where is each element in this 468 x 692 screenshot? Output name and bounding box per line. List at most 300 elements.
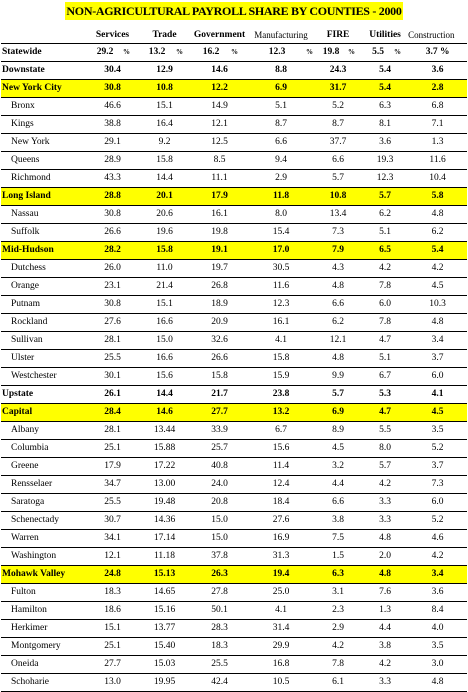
percent-sign: % — [123, 44, 138, 62]
cell-fire: 24.3 — [314, 62, 362, 80]
cell-construction: 3.7 — [408, 350, 467, 368]
county-row — [1, 476, 467, 494]
cell-manufacturing: 13.2 — [248, 404, 314, 422]
cell-government: 17.9 — [191, 188, 248, 206]
cell-services: 28.4 — [87, 404, 138, 422]
cell-utilities: 7.8 — [362, 278, 408, 296]
cell-utilities: 2.0 — [362, 548, 408, 566]
cell-government: 27.8 — [191, 584, 248, 602]
county-name: Westchester — [1, 368, 87, 386]
county-row — [1, 440, 467, 458]
region-row — [1, 188, 467, 206]
cell-government: 14.9 — [191, 98, 248, 116]
statewide-row — [1, 44, 467, 62]
cell-government: 42.4 — [191, 674, 248, 692]
cell-trade: 15.13 — [138, 566, 191, 584]
cell-government: 32.6 — [191, 332, 248, 350]
cell-construction: 10.3 — [408, 296, 467, 314]
cell-government: 26.3 — [191, 566, 248, 584]
cell-fire: 6.9 — [314, 404, 362, 422]
cell-construction: 4.5 — [408, 404, 467, 422]
cell-services: 23.1 — [87, 278, 138, 296]
cell-construction: 3.6 — [408, 62, 467, 80]
cell-government: 50.1 — [191, 602, 248, 620]
cell-fire: 10.8 — [314, 188, 362, 206]
cell-trade: 14.4 — [138, 386, 191, 404]
county-row — [1, 674, 467, 692]
cell-services: 25.5 — [87, 350, 138, 368]
cell-construction: 10.4 — [408, 170, 467, 188]
header-row — [1, 28, 467, 44]
cell-manufacturing: 5.1 — [248, 98, 314, 116]
cell-fire: 5.2 — [314, 98, 362, 116]
cell-construction: 6.0 — [408, 494, 467, 512]
cell-manufacturing: 9.4 — [248, 152, 314, 170]
cell-trade: 15.88 — [138, 440, 191, 458]
cell-government: 19.8 — [191, 224, 248, 242]
cell-construction: 6.0 — [408, 368, 467, 386]
cell-services: 34.1 — [87, 530, 138, 548]
cell-fire: 6.1 — [314, 674, 362, 692]
cell-government: 15.8 — [191, 368, 248, 386]
cell-utilities: 6.3 — [362, 98, 408, 116]
statewide-fire: 19.8 — [314, 44, 348, 62]
cell-manufacturing: 6.9 — [248, 80, 314, 98]
col-header-government: Government — [191, 28, 248, 44]
percent-sign: % — [306, 44, 314, 62]
cell-construction: 4.8 — [408, 674, 467, 692]
cell-trade: 14.6 — [138, 404, 191, 422]
cell-manufacturing: 12.4 — [248, 476, 314, 494]
cell-trade: 13.44 — [138, 422, 191, 440]
cell-utilities: 3.6 — [362, 134, 408, 152]
cell-fire: 6.6 — [314, 494, 362, 512]
cell-government: 18.3 — [191, 638, 248, 656]
cell-manufacturing: 31.3 — [248, 548, 314, 566]
cell-manufacturing: 31.4 — [248, 620, 314, 638]
county-row — [1, 512, 467, 530]
cell-government: 18.9 — [191, 296, 248, 314]
cell-construction: 7.3 — [408, 476, 467, 494]
region-name: Mid-Hudson — [1, 242, 87, 260]
cell-services: 25.1 — [87, 440, 138, 458]
region-row — [1, 242, 467, 260]
county-row — [1, 602, 467, 620]
region-row — [1, 80, 467, 98]
cell-manufacturing: 11.6 — [248, 278, 314, 296]
cell-services: 30.8 — [87, 296, 138, 314]
county-name: Albany — [1, 422, 87, 440]
cell-fire: 6.2 — [314, 314, 362, 332]
cell-fire: 6.3 — [314, 566, 362, 584]
cell-utilities: 3.3 — [362, 674, 408, 692]
cell-utilities: 12.3 — [362, 170, 408, 188]
cell-trade: 15.1 — [138, 98, 191, 116]
county-row — [1, 458, 467, 476]
cell-construction: 3.5 — [408, 422, 467, 440]
col-header-trade: Trade — [138, 28, 191, 44]
cell-services: 30.8 — [87, 206, 138, 224]
cell-government: 19.7 — [191, 260, 248, 278]
total-name: Downstate — [1, 62, 87, 80]
statewide-construction — [408, 44, 467, 62]
cell-government: 20.8 — [191, 494, 248, 512]
cell-services: 15.1 — [87, 620, 138, 638]
cell-manufacturing: 2.9 — [248, 170, 314, 188]
statewide-utilities: 5.5 — [362, 44, 394, 62]
county-name: Bronx — [1, 98, 87, 116]
cell-utilities: 4.7 — [362, 332, 408, 350]
cell-utilities: 4.2 — [362, 476, 408, 494]
cell-fire: 5.7 — [314, 386, 362, 404]
cell-trade: 12.9 — [138, 62, 191, 80]
cell-government: 33.9 — [191, 422, 248, 440]
cell-services: 25.1 — [87, 638, 138, 656]
cell-services: 13.0 — [87, 674, 138, 692]
region-row — [1, 566, 467, 584]
county-row — [1, 656, 467, 674]
cell-utilities: 6.0 — [362, 296, 408, 314]
cell-government: 14.6 — [191, 62, 248, 80]
cell-trade: 14.4 — [138, 170, 191, 188]
cell-government: 27.7 — [191, 404, 248, 422]
county-row — [1, 152, 467, 170]
cell-trade: 15.0 — [138, 332, 191, 350]
cell-government: 21.7 — [191, 386, 248, 404]
county-name: Schoharie — [1, 674, 87, 692]
cell-fire: 7.3 — [314, 224, 362, 242]
county-name: Schenectady — [1, 512, 87, 530]
cell-construction: 3.0 — [408, 656, 467, 674]
cell-utilities: 3.3 — [362, 494, 408, 512]
cell-trade: 17.14 — [138, 530, 191, 548]
cell-government: 26.8 — [191, 278, 248, 296]
cell-utilities: 3.8 — [362, 638, 408, 656]
cell-government: 12.2 — [191, 80, 248, 98]
cell-manufacturing: 4.1 — [248, 332, 314, 350]
county-row — [1, 206, 467, 224]
cell-fire: 4.4 — [314, 476, 362, 494]
region-name: Long Island — [1, 188, 87, 206]
county-name: Rockland — [1, 314, 87, 332]
cell-services: 28.9 — [87, 152, 138, 170]
cell-trade: 9.2 — [138, 134, 191, 152]
cell-trade: 17.22 — [138, 458, 191, 476]
cell-fire: 7.9 — [314, 242, 362, 260]
cell-utilities: 8.1 — [362, 116, 408, 134]
cell-fire: 3.1 — [314, 584, 362, 602]
county-row — [1, 278, 467, 296]
statewide-manufacturing: 12.3 — [248, 44, 306, 62]
cell-utilities: 7.6 — [362, 584, 408, 602]
county-row — [1, 296, 467, 314]
cell-fire: 3.2 — [314, 458, 362, 476]
cell-services: 28.2 — [87, 242, 138, 260]
cell-construction: 5.8 — [408, 188, 467, 206]
county-row — [1, 494, 467, 512]
county-row — [1, 584, 467, 602]
cell-utilities: 5.4 — [362, 62, 408, 80]
cell-services: 29.1 — [87, 134, 138, 152]
county-name: Nassau — [1, 206, 87, 224]
col-header-construction: Construction — [408, 28, 467, 44]
cell-fire: 1.5 — [314, 548, 362, 566]
cell-manufacturing: 16.1 — [248, 314, 314, 332]
county-name: Sullivan — [1, 332, 87, 350]
cell-services: 26.0 — [87, 260, 138, 278]
cell-government: 28.3 — [191, 620, 248, 638]
cell-fire: 4.3 — [314, 260, 362, 278]
cell-construction: 4.5 — [408, 278, 467, 296]
cell-manufacturing: 11.8 — [248, 188, 314, 206]
cell-utilities: 4.2 — [362, 656, 408, 674]
county-row — [1, 98, 467, 116]
report-title: NON-AGRICULTURAL PAYROLL SHARE BY COUNTIES - 2000 — [66, 4, 402, 18]
county-name: Warren — [1, 530, 87, 548]
cell-trade: 15.1 — [138, 296, 191, 314]
percent-sign: % — [176, 44, 191, 62]
cell-fire: 13.4 — [314, 206, 362, 224]
county-name: Ulster — [1, 350, 87, 368]
cell-construction: 8.4 — [408, 602, 467, 620]
cell-fire: 7.5 — [314, 530, 362, 548]
cell-fire: 4.8 — [314, 278, 362, 296]
cell-fire: 5.7 — [314, 170, 362, 188]
cell-trade: 15.8 — [138, 242, 191, 260]
cell-fire: 2.3 — [314, 602, 362, 620]
county-row — [1, 224, 467, 242]
cell-manufacturing: 15.9 — [248, 368, 314, 386]
cell-construction: 5.2 — [408, 440, 467, 458]
cell-government: 8.5 — [191, 152, 248, 170]
cell-utilities: 5.4 — [362, 80, 408, 98]
cell-services: 12.1 — [87, 548, 138, 566]
cell-utilities: 6.2 — [362, 206, 408, 224]
cell-utilities: 6.5 — [362, 242, 408, 260]
cell-government: 12.5 — [191, 134, 248, 152]
cell-manufacturing: 6.7 — [248, 422, 314, 440]
cell-government: 25.5 — [191, 656, 248, 674]
county-row — [1, 638, 467, 656]
cell-fire: 31.7 — [314, 80, 362, 98]
cell-construction: 4.2 — [408, 548, 467, 566]
cell-construction: 4.6 — [408, 530, 467, 548]
cell-fire: 7.8 — [314, 656, 362, 674]
cell-government: 24.0 — [191, 476, 248, 494]
cell-trade: 13.00 — [138, 476, 191, 494]
cell-manufacturing: 17.0 — [248, 242, 314, 260]
cell-construction: 4.8 — [408, 314, 467, 332]
county-name: Orange — [1, 278, 87, 296]
statewide-label: Statewide — [1, 44, 87, 62]
cell-utilities: 6.7 — [362, 368, 408, 386]
cell-services: 30.7 — [87, 512, 138, 530]
cell-fire: 2.9 — [314, 620, 362, 638]
cell-services: 27.7 — [87, 656, 138, 674]
cell-fire: 3.8 — [314, 512, 362, 530]
cell-utilities: 4.8 — [362, 566, 408, 584]
cell-utilities: 5.1 — [362, 224, 408, 242]
cell-services: 17.9 — [87, 458, 138, 476]
cell-services: 43.3 — [87, 170, 138, 188]
cell-services: 28.1 — [87, 422, 138, 440]
statewide-trade: 13.2 — [138, 44, 176, 62]
region-row — [1, 404, 467, 422]
cell-trade: 21.4 — [138, 278, 191, 296]
cell-trade: 16.6 — [138, 350, 191, 368]
county-row — [1, 260, 467, 278]
cell-utilities: 3.3 — [362, 512, 408, 530]
cell-trade: 15.8 — [138, 152, 191, 170]
cell-utilities: 4.7 — [362, 404, 408, 422]
percent-sign: % — [439, 47, 450, 57]
cell-construction: 4.2 — [408, 260, 467, 278]
cell-manufacturing: 15.4 — [248, 224, 314, 242]
cell-trade: 15.6 — [138, 368, 191, 386]
cell-services: 30.8 — [87, 80, 138, 98]
cell-fire: 8.9 — [314, 422, 362, 440]
county-name: Herkimer — [1, 620, 87, 638]
total-row — [1, 386, 467, 404]
cell-construction: 6.2 — [408, 224, 467, 242]
cell-manufacturing: 11.4 — [248, 458, 314, 476]
percent-sign: % — [231, 44, 248, 62]
county-row — [1, 332, 467, 350]
cell-manufacturing: 23.8 — [248, 386, 314, 404]
cell-fire: 37.7 — [314, 134, 362, 152]
cell-trade: 16.6 — [138, 314, 191, 332]
county-row — [1, 548, 467, 566]
cell-services: 24.8 — [87, 566, 138, 584]
col-header-fire: FIRE — [314, 28, 362, 44]
cell-utilities: 5.1 — [362, 350, 408, 368]
cell-utilities: 5.7 — [362, 458, 408, 476]
statewide-government: 16.2 — [191, 44, 231, 62]
cell-fire: 8.7 — [314, 116, 362, 134]
cell-services: 25.5 — [87, 494, 138, 512]
region-name: Mohawk Valley — [1, 566, 87, 584]
cell-manufacturing: 16.9 — [248, 530, 314, 548]
cell-services: 28.1 — [87, 332, 138, 350]
cell-fire: 12.1 — [314, 332, 362, 350]
cell-manufacturing: 8.7 — [248, 116, 314, 134]
cell-construction: 1.3 — [408, 134, 467, 152]
cell-construction: 7.1 — [408, 116, 467, 134]
cell-services: 18.3 — [87, 584, 138, 602]
cell-government: 15.0 — [191, 530, 248, 548]
county-name: Hamilton — [1, 602, 87, 620]
cell-construction: 6.8 — [408, 98, 467, 116]
cell-government: 11.1 — [191, 170, 248, 188]
cell-fire: 4.8 — [314, 350, 362, 368]
cell-trade: 19.95 — [138, 674, 191, 692]
cell-trade: 15.03 — [138, 656, 191, 674]
cell-construction: 4.1 — [408, 386, 467, 404]
cell-services: 38.8 — [87, 116, 138, 134]
cell-trade: 14.36 — [138, 512, 191, 530]
cell-manufacturing: 29.9 — [248, 638, 314, 656]
cell-manufacturing: 19.4 — [248, 566, 314, 584]
cell-manufacturing: 4.1 — [248, 602, 314, 620]
county-name: Queens — [1, 152, 87, 170]
cell-services: 26.1 — [87, 386, 138, 404]
cell-manufacturing: 15.8 — [248, 350, 314, 368]
cell-utilities: 4.2 — [362, 260, 408, 278]
cell-trade: 14.65 — [138, 584, 191, 602]
cell-services: 30.4 — [87, 62, 138, 80]
cell-utilities: 1.3 — [362, 602, 408, 620]
cell-trade: 16.4 — [138, 116, 191, 134]
county-name: Oneida — [1, 656, 87, 674]
cell-manufacturing: 27.6 — [248, 512, 314, 530]
county-row — [1, 116, 467, 134]
payroll-share-table — [1, 28, 467, 692]
cell-manufacturing: 8.0 — [248, 206, 314, 224]
cell-construction: 5.4 — [408, 242, 467, 260]
cell-construction: 3.4 — [408, 566, 467, 584]
cell-utilities: 5.3 — [362, 386, 408, 404]
cell-construction: 3.5 — [408, 638, 467, 656]
cell-utilities: 8.0 — [362, 440, 408, 458]
percent-sign: % — [394, 44, 408, 62]
county-name: Richmond — [1, 170, 87, 188]
cell-construction: 3.7 — [408, 458, 467, 476]
cell-construction: 2.8 — [408, 80, 467, 98]
cell-government: 20.9 — [191, 314, 248, 332]
county-name: Washington — [1, 548, 87, 566]
cell-government: 37.8 — [191, 548, 248, 566]
county-row — [1, 368, 467, 386]
cell-manufacturing: 15.6 — [248, 440, 314, 458]
cell-fire: 4.5 — [314, 440, 362, 458]
county-row — [1, 314, 467, 332]
county-name: Dutchess — [1, 260, 87, 278]
cell-government: 19.1 — [191, 242, 248, 260]
cell-manufacturing: 18.4 — [248, 494, 314, 512]
cell-services: 18.6 — [87, 602, 138, 620]
county-name: Greene — [1, 458, 87, 476]
county-row — [1, 134, 467, 152]
cell-services: 30.1 — [87, 368, 138, 386]
cell-manufacturing: 25.0 — [248, 584, 314, 602]
cell-services: 26.6 — [87, 224, 138, 242]
statewide-services: 29.2 — [87, 44, 123, 62]
cell-construction: 4.8 — [408, 206, 467, 224]
cell-construction: 5.2 — [408, 512, 467, 530]
cell-construction: 3.6 — [408, 584, 467, 602]
cell-trade: 20.6 — [138, 206, 191, 224]
county-row — [1, 170, 467, 188]
cell-trade: 10.8 — [138, 80, 191, 98]
cell-government: 40.8 — [191, 458, 248, 476]
region-name: New York City — [1, 80, 87, 98]
cell-utilities: 7.8 — [362, 314, 408, 332]
cell-utilities: 5.7 — [362, 188, 408, 206]
cell-fire: 6.6 — [314, 152, 362, 170]
county-name: Kings — [1, 116, 87, 134]
county-name: Columbia — [1, 440, 87, 458]
cell-trade: 15.40 — [138, 638, 191, 656]
cell-fire: 4.2 — [314, 638, 362, 656]
cell-manufacturing: 30.5 — [248, 260, 314, 278]
cell-trade: 20.1 — [138, 188, 191, 206]
col-header-utilities: Utilities — [362, 28, 408, 44]
statewide-construction-value: 3.7 — [425, 47, 438, 57]
col-header-services: Services — [87, 28, 138, 44]
county-name: Fulton — [1, 584, 87, 602]
cell-manufacturing: 8.8 — [248, 62, 314, 80]
cell-trade: 11.0 — [138, 260, 191, 278]
